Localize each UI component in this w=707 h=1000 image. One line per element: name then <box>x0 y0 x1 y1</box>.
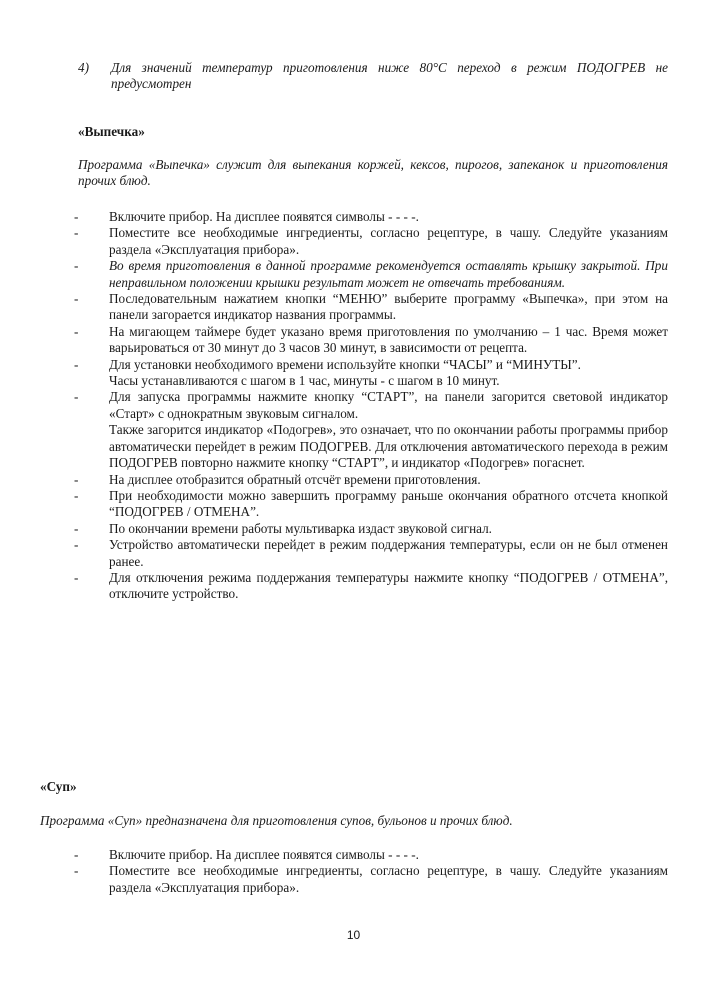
list-item-text: Для запуска программы нажмите кнопку “СТАРТ”, на панели загорится световой индикатор «Старт» с однократным звуковым сигналом. <box>109 389 668 421</box>
list-bullet: - <box>74 569 79 585</box>
note-text: Для значений температур приготовления ниже 80°С переход в режим ПОДОГРЕВ не предусмотрен <box>111 60 668 92</box>
bake-steps-list <box>74 209 668 603</box>
page-number: 10 <box>346 928 361 942</box>
note-number: 4) <box>78 60 89 75</box>
list-bullet: - <box>74 537 79 553</box>
list-item-text: Для отключения режима поддержания температуры нажмите кнопку “ПОДОГРЕВ / ОТМЕНА”, отключите устройство. <box>109 569 668 602</box>
list-bullet: - <box>74 389 79 405</box>
list-item-text: На дисплее отобразится обратный отсчёт времени приготовления. <box>109 471 481 487</box>
list-item <box>74 847 668 863</box>
list-item <box>74 258 668 291</box>
list-bullet: - <box>74 291 79 307</box>
list-item-text: Включите прибор. На дисплее появятся символы - - - -. <box>109 847 419 862</box>
list-item-text: Поместите все необходимые ингредиенты, согласно рецептуре, в чашу. Следуйте указаниям раздела «Эксплуатация прибора». <box>109 863 668 895</box>
list-item <box>74 863 668 896</box>
list-item-text: По окончании времени работы мультиварка издаст звуковой сигнал. <box>109 520 492 536</box>
list-item <box>74 357 668 390</box>
list-item-continuation: Также загорится индикатор «Подогрев», это означает, что по окончании работы программы прибор автоматически перейдет в режим ПОДОГРЕВ. Для отключения автоматического перехода в режим ПОДОГРЕВ повторно нажмите кнопку “СТАРТ”, и индикатор «Подогрев» погаснет. <box>109 422 668 471</box>
list-item-text: Для установки необходимого времени используйте кнопки “ЧАСЫ” и “МИНУТЫ”. <box>109 356 581 372</box>
note-4 <box>78 60 668 93</box>
soup-steps-list <box>74 847 668 896</box>
list-item <box>74 537 668 570</box>
list-item-text: Поместите все необходимые ингредиенты, согласно рецептуре, в чашу. Следуйте указаниям раздела «Эксплуатация прибора». <box>109 225 668 257</box>
list-item-continuation: Часы устанавливаются с шагом в 1 час, минуты - с шагом в 10 минут. <box>109 373 500 389</box>
list-item <box>74 570 668 603</box>
list-bullet: - <box>74 258 79 274</box>
list-item <box>74 209 668 225</box>
list-bullet: - <box>74 209 79 224</box>
list-item-text: При необходимости можно завершить программу раньше окончания обратного отсчета кнопкой “ПОДОГРЕВ / ОТМЕНА”. <box>109 487 668 520</box>
list-item-text: Включите прибор. На дисплее появятся символы - - - -. <box>109 209 419 224</box>
section-intro-bake: Программа «Выпечка» служит для выпекания коржей, кексов, пирогов, запеканок и приготовления прочих блюд. <box>78 157 668 189</box>
list-bullet: - <box>74 847 79 862</box>
list-bullet: - <box>74 863 79 879</box>
list-item <box>74 472 668 488</box>
list-bullet: - <box>74 356 79 372</box>
list-item <box>74 291 668 324</box>
list-bullet: - <box>74 520 79 536</box>
list-item <box>74 389 668 471</box>
list-bullet: - <box>74 225 79 241</box>
list-item-text: Во время приготовления в данной программе рекомендуется оставлять крышку закрытой. При неправильном положении крышки результат может не отвечать требованиям. <box>109 258 668 290</box>
list-item-text: На мигающем таймере будет указано время приготовления по умолчанию – 1 час. Время может варьироваться от 30 минут до 3 часов 30 минут, в зависимости от рецепта. <box>109 323 668 356</box>
list-item <box>74 488 668 521</box>
list-item <box>74 324 668 357</box>
list-bullet: - <box>74 487 79 503</box>
list-item-text: Последовательным нажатием кнопки “МЕНЮ” выберите программу «Выпечка», при этом на панели загорается индикатор названия программы. <box>109 291 668 323</box>
list-item <box>74 521 668 537</box>
section-intro-soup: Программа «Суп» предназначена для приготовления супов, бульонов и прочих блюд. <box>40 813 513 828</box>
list-item-text: Устройство автоматически перейдет в режим поддержания температуры, если он не был отменен ранее. <box>109 537 668 569</box>
list-item <box>74 225 668 258</box>
section-title-soup: «Суп» <box>40 779 77 794</box>
list-bullet: - <box>74 471 79 487</box>
section-title-bake: «Выпечка» <box>78 124 145 139</box>
list-bullet: - <box>74 323 79 339</box>
